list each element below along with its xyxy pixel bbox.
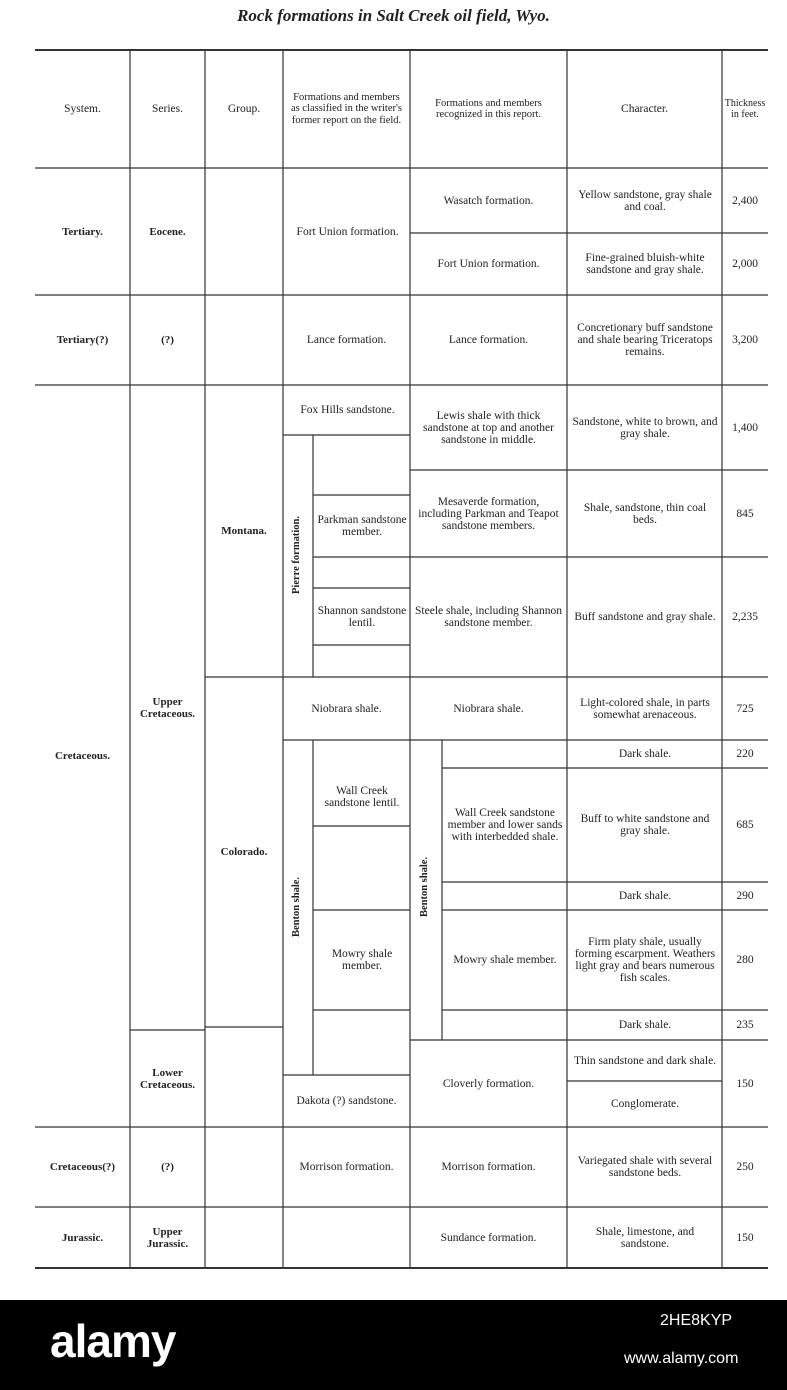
this-wasatch: Wasatch formation. [443, 194, 534, 207]
system-tertiary: Tertiary. [62, 225, 103, 238]
character-2: Fine-grained bluish-white sandstone and gray shale. [585, 252, 705, 276]
character-9: Buff to white sandstone and gray shale. [580, 813, 710, 837]
header-character: Character. [621, 103, 668, 115]
system-jurassic: Jurassic. [61, 1231, 104, 1244]
system-tertiary-q: Tertiary(?) [56, 334, 109, 346]
system-cretaceous-q: Cretaceous(?) [49, 1161, 116, 1173]
thickness-6: 2,235 [732, 611, 758, 623]
former-fox-hills: Fox Hills sandstone. [300, 404, 395, 416]
former-benton: Benton shale. [291, 876, 302, 938]
this-wall-creek: Wall Creek sandstone member and lower sands with interbedded shale. [447, 807, 563, 843]
character-7: Light-colored shale, in parts somewhat arenaceous. [580, 696, 710, 721]
former-pierre: Pierre formation. [291, 516, 302, 594]
this-lance: Lance formation. [448, 334, 529, 346]
this-niobrara: Niobrara shale. [453, 702, 524, 715]
site-url: www.alamy.com [624, 1350, 739, 1367]
series-q1: (?) [161, 334, 174, 346]
series-upper-cretaceous: Upper Cretaceous. [139, 695, 196, 720]
character-8: Dark shale. [618, 748, 672, 760]
thickness-10: 290 [736, 890, 754, 902]
thickness-15: 150 [736, 1231, 754, 1244]
this-mesaverde: Mesaverde formation, including Parkman and Teapot sandstone members. [418, 495, 559, 532]
thickness-5: 845 [736, 507, 754, 520]
thickness-11: 280 [736, 954, 754, 966]
this-fort-union: Fort Union formation. [437, 258, 540, 270]
page-title: Rock formations in Salt Creek oil field, Wyo. [237, 6, 550, 25]
thickness-14: 250 [736, 1161, 754, 1173]
former-mowry: Mowry shale member. [331, 948, 393, 972]
watermark-footer [0, 1300, 787, 1390]
header-formations-former: Formations and members as classified in the writer's former report on the field. [291, 91, 402, 126]
this-lewis: Lewis shale with thick sandstone at top and another sandstone in middle. [423, 409, 554, 446]
header-group: Group. [227, 103, 261, 115]
thickness-7: 725 [736, 702, 754, 715]
character-16: Shale, limestone, and sandstone. [595, 1225, 695, 1250]
this-sundance: Sundance formation. [440, 1231, 537, 1244]
series-eocene: Eocene. [149, 225, 186, 238]
former-fort-union: Fort Union formation. [296, 225, 399, 238]
character-6: Buff sandstone and gray shale. [574, 611, 716, 623]
character-11: Firm platy shale, usually forming escarpment. Weathers light gray and bears numerous fish scales. [574, 936, 716, 984]
series-lower-cretaceous: Lower Cretaceous. [139, 1066, 196, 1091]
series-q2: (?) [161, 1161, 174, 1173]
thickness-13: 150 [736, 1077, 754, 1090]
this-cloverly: Cloverly formation. [442, 1077, 535, 1090]
former-dakota: Dakota (?) sandstone. [296, 1095, 397, 1107]
thickness-4: 1,400 [732, 421, 758, 434]
thickness-1: 2,400 [732, 194, 758, 207]
former-morrison: Morrison formation. [299, 1161, 394, 1173]
character-3: Concretionary buff sandstone and shale bearing Triceratops remains. [577, 322, 713, 358]
former-lance: Lance formation. [306, 334, 387, 346]
thickness-12: 235 [736, 1019, 754, 1031]
header-series: Series. [152, 103, 183, 115]
header-thickness: Thickness in feet. [724, 98, 766, 120]
former-shannon: Shannon sandstone lentil. [317, 604, 407, 629]
character-5: Shale, sandstone, thin coal beds. [583, 501, 707, 526]
character-14: Conglomerate. [610, 1098, 680, 1110]
thickness-9: 685 [736, 819, 754, 831]
character-10: Dark shale. [618, 890, 672, 902]
header-formations-this-report: Formations and members recognized in this report. [435, 97, 542, 120]
this-benton: Benton shale. [419, 856, 430, 918]
system-cretaceous: Cretaceous. [54, 750, 111, 762]
former-wall-creek: Wall Creek sandstone lentil. [324, 785, 400, 809]
this-steele: Steele shale, including Shannon sandstone member. [415, 605, 562, 629]
group-montana: Montana. [221, 525, 267, 537]
this-morrison: Morrison formation. [441, 1161, 536, 1173]
character-12: Dark shale. [618, 1019, 672, 1031]
character-13: Thin sandstone and dark shale. [573, 1054, 717, 1067]
thickness-8: 220 [736, 748, 754, 760]
this-mowry: Mowry shale member. [453, 954, 557, 966]
image-id: 2HE8KYP [660, 1312, 733, 1329]
former-parkman: Parkman sandstone member. [317, 514, 407, 538]
former-niobrara: Niobrara shale. [311, 702, 382, 715]
header-system: System. [64, 103, 101, 115]
character-15: Variegated shale with several sandstone beds. [577, 1155, 713, 1179]
thickness-2: 2,000 [732, 258, 758, 270]
series-upper-jurassic: Upper Jurassic. [146, 1225, 189, 1250]
alamy-logo: alamy [50, 1315, 176, 1367]
thickness-3: 3,200 [732, 334, 758, 346]
character-1: Yellow sandstone, gray shale and coal. [578, 188, 712, 213]
group-colorado: Colorado. [220, 846, 268, 858]
character-4: Sandstone, white to brown, and gray shale. [572, 415, 718, 440]
